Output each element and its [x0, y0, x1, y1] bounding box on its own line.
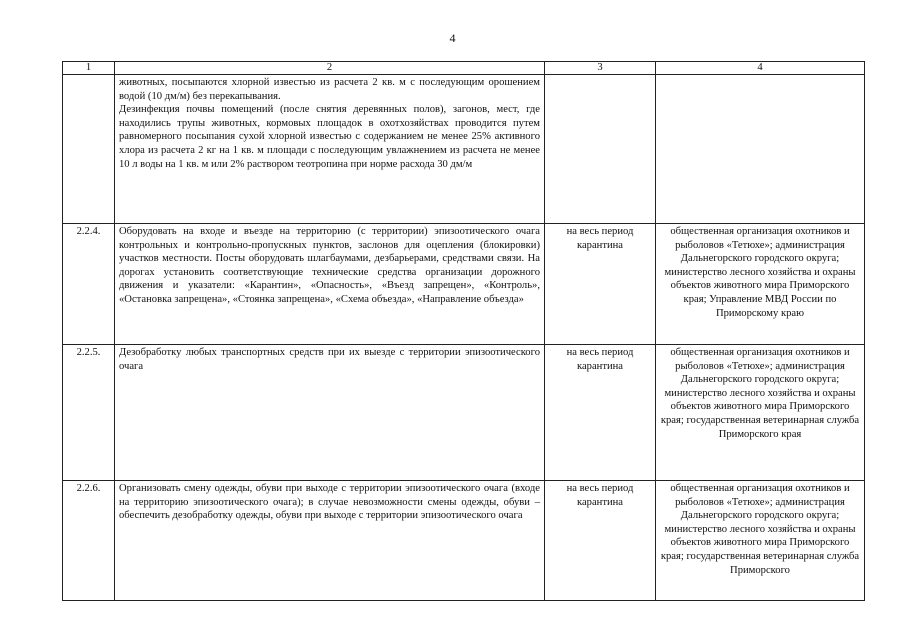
table-row — [63, 224, 865, 345]
row-number: 2.2.5. — [63, 345, 115, 481]
column-header-2: 2 — [115, 62, 545, 75]
table-header-row — [63, 62, 865, 75]
row-number: 2.2.4. — [63, 224, 115, 345]
table-row — [63, 481, 865, 601]
measure-text — [115, 481, 545, 601]
column-header-1: 1 — [63, 62, 115, 75]
row-number: 2.2.6. — [63, 481, 115, 601]
page-number: 4 — [449, 31, 456, 45]
column-header-3: 3 — [545, 62, 656, 75]
period-cell — [545, 75, 656, 224]
measures-table — [62, 61, 865, 601]
table-row — [63, 345, 865, 481]
measure-paragraph: Организовать смену одежды, обуви при выходе с территории эпизоотического очага (входе на территорию эпизоотического очага); в случае невозможности смены одежды, обуви – обеспечить дезобработку одежды, обуви при выходе с территории эпизоотического очага — [119, 483, 540, 522]
measure-paragraph: Дезинфекция почвы помещений (после снятия деревянных полов), загонов, мест, где находились трупы животных, кормовых площадок в охотхозяйствах проводится путем равномерного посыпания сухой хлорной известью с содержанием не менее 25% активного хлора из расчета 2 кг на 1 кв. м площади с последующим увлажнением из расчета не менее 10 л воды на 1 кв. м или 2% раствором теотропина при норме расхода 30 дм/м — [119, 104, 540, 170]
measure-paragraph: Дезобработку любых транспортных средств при их выезде с территории эпизоотического очага — [119, 347, 540, 372]
responsible-cell: общественная организация охотников и рыболовов «Тетюхе»; администрация Дальнегорского городского округа; министерство лесного хозяйства и охраны объектов животного мира Приморского края; государственная ветеринарная служба Приморского — [656, 481, 865, 601]
responsible-cell: общественная организация охотников и рыболовов «Тетюхе»; администрация Дальнегорского городского округа; министерство лесного хозяйства и охраны объектов животного мира Приморского края; государственная ветеринарная служба Приморского края — [656, 345, 865, 481]
measure-paragraph: животных, посыпаются хлорной известью из расчета 2 кв. м с последующим орошением водой (10 дм/м) без перекапывания. — [119, 77, 540, 102]
row-number — [63, 75, 115, 224]
measure-text — [115, 75, 545, 224]
period-cell: на весь период карантина — [545, 481, 656, 601]
period-cell: на весь период карантина — [545, 345, 656, 481]
measure-text — [115, 224, 545, 345]
measure-text — [115, 345, 545, 481]
column-header-4: 4 — [656, 62, 865, 75]
table-row — [63, 75, 865, 224]
responsible-cell: общественная организация охотников и рыболовов «Тетюхе»; администрация Дальнегорского городского округа; министерство лесного хозяйства и охраны объектов животного мира Приморского края; Управление МВД России по Приморскому краю — [656, 224, 865, 345]
responsible-cell — [656, 75, 865, 224]
measure-paragraph: Оборудовать на входе и въезде на территорию (с территории) эпизоотического очага контрольных и контрольно-пропускных пунктов, заслонов для оцепления (блокировки) участков местности. Посты оборудовать шлагбаумами, дезбарьерами, средствами связи. На дорогах установить соответствующие технические средства организации дорожного движения и указатели: «Карантин», «Опасность», «Въезд запрещен», «Контроль», «Остановка запрещена», «Стоянка запрещена», «Схема объезда», «Направление объезда» — [119, 226, 540, 305]
period-cell: на весь период карантина — [545, 224, 656, 345]
